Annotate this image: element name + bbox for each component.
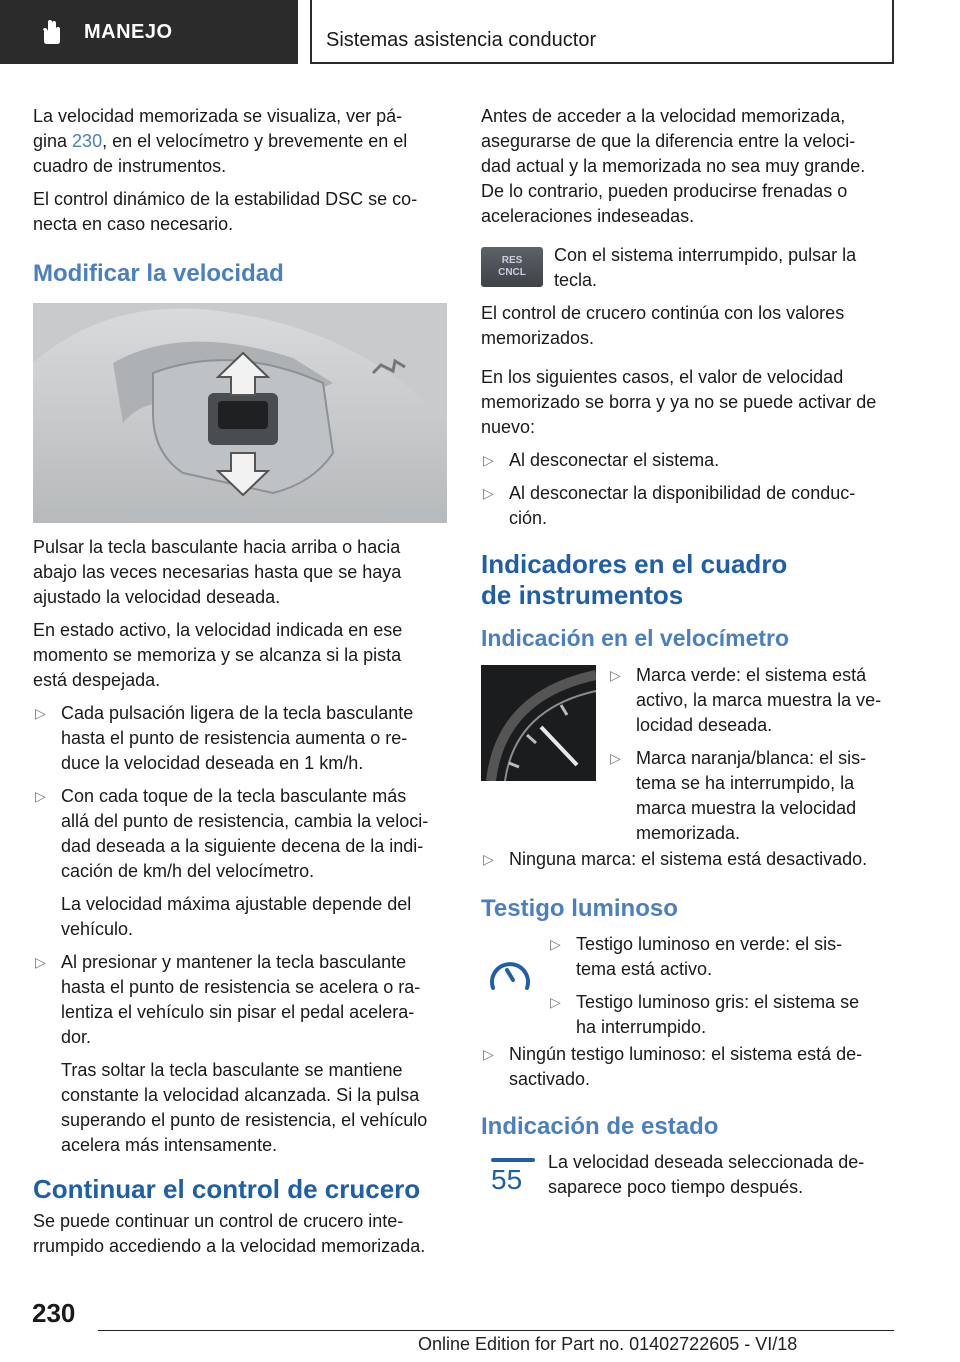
bullet-triangle-icon: ▷ bbox=[550, 936, 561, 952]
bullet-triangle-icon: ▷ bbox=[483, 1046, 494, 1062]
list-item: ▷ Al presionar y mantener la tecla basculante hasta el punto de resistencia se acelera o ra- lentiza el vehículo sin pisar el pedal acelera- dor. Tras soltar la tecla basculante se mantiene constante la velocidad alcanzada. Si la pulsa superando el punto de resistencia, el vehículo acelera más intensamente. bbox=[35, 952, 428, 1155]
bullet-triangle-icon: ▷ bbox=[610, 667, 621, 683]
list-item: ▷ Testigo luminoso gris: el sistema se ha interrumpido. bbox=[550, 992, 860, 1037]
status-speed-icon bbox=[491, 1158, 535, 1196]
section-title: MANEJO bbox=[84, 20, 173, 43]
section-tab bbox=[0, 0, 298, 64]
heading-status: Indicación de estado bbox=[481, 1113, 719, 1140]
heading-modify-speed: Modificar la velocidad bbox=[33, 260, 284, 287]
status-speed-number: 55 bbox=[491, 1164, 523, 1195]
status-section bbox=[481, 1152, 897, 1212]
paragraph: El control dinámico de la estabilidad DSC se co- necta en caso necesario. bbox=[33, 189, 418, 234]
bullet-triangle-icon: ▷ bbox=[610, 750, 621, 766]
list-item: ▷ Al desconectar la disponibilidad de conduc- ción. bbox=[483, 483, 856, 528]
heading-speedometer: Indicación en el velocímetro bbox=[481, 625, 790, 651]
res-cncl-instruction bbox=[481, 243, 897, 293]
bullet-triangle-icon: ▷ bbox=[35, 788, 46, 804]
paragraph: Antes de acceder a la velocidad memorizada, asegurarse de que la diferencia entre la veloci- dad actual y la memorizada no sea muy grande. De lo contrario, pueden producirse frenadas o aceleraciones indeseadas. bbox=[481, 106, 866, 226]
list-item: ▷ Ninguna marca: el sistema está desactivado. bbox=[481, 847, 897, 872]
page-number: 230 bbox=[32, 1298, 76, 1328]
list-item: ▷ Marca naranja/blanca: el sis- tema se ha interrumpido, la marca muestra la velocidad memorizada. bbox=[610, 748, 867, 843]
paragraph: La velocidad memorizada se visualiza, ver pá- gina 230, en el velocímetro y brevemente en el cuadro de instrumentos. bbox=[33, 106, 408, 176]
list-item: ▷ Cada pulsación ligera de la tecla basculante hasta el punto de resistencia aumenta o re- duce la velocidad deseada en 1 km/h. bbox=[35, 703, 414, 773]
bullet-triangle-icon: ▷ bbox=[35, 705, 46, 721]
indicator-lamp-section bbox=[481, 934, 897, 1038]
cruise-control-lamp-icon bbox=[485, 956, 535, 996]
edition-note: Online Edition for Part no. 01402722605 - VI/18 bbox=[418, 1334, 798, 1354]
steering-hand-icon bbox=[36, 17, 66, 47]
list-item: ▷ Al desconectar el sistema. bbox=[481, 448, 897, 473]
left-column bbox=[33, 104, 453, 1267]
bullet-triangle-icon: ▷ bbox=[483, 452, 494, 468]
heading-indicator-lamp: Testigo luminoso bbox=[481, 895, 678, 922]
heading-continue-cruise: Continuar el control de crucero bbox=[33, 1174, 421, 1204]
speedometer-mark-illustration bbox=[481, 665, 596, 781]
heading-indicators: Indicadores en el cuadro de instrumentos bbox=[481, 549, 788, 610]
paragraph: En los siguientes casos, el valor de velocidad memorizado se borra y ya no se puede activar de nuevo: bbox=[481, 367, 877, 437]
list-item: ▷ Testigo luminoso en verde: el sis- tema está activo. bbox=[550, 934, 843, 979]
bullet-triangle-icon: ▷ bbox=[483, 851, 494, 867]
list-item: ▷ Con cada toque de la tecla basculante más allá del punto de resistencia, cambia la veloci- dad deseada a la siguiente decena de la indi- cación de km/h del velocímetro. La velocidad máxima ajustable depende del vehículo. bbox=[35, 786, 429, 939]
right-column bbox=[481, 104, 897, 1212]
footer-rule bbox=[98, 1330, 894, 1331]
res-cncl-button-icon: RES CNCL bbox=[481, 247, 543, 287]
steering-wheel-rocker-illustration bbox=[33, 303, 447, 523]
paragraph: Con el sistema interrumpido, pulsar la tecla. bbox=[554, 245, 857, 290]
speedometer-section bbox=[481, 665, 897, 843]
list-item: ▷ Ningún testigo luminoso: el sistema está de- sactivado. bbox=[483, 1044, 863, 1089]
paragraph: La velocidad deseada seleccionada de- saparece poco tiempo después. bbox=[548, 1152, 865, 1197]
chapter-header bbox=[310, 0, 894, 64]
bullet-triangle-icon: ▷ bbox=[550, 994, 561, 1010]
page-link[interactable]: 230 bbox=[72, 131, 103, 151]
paragraph: Se puede continuar un control de crucero inte- rrumpido accediendo a la velocidad memorizada. bbox=[33, 1211, 426, 1256]
paragraph: Pulsar la tecla basculante hacia arriba o hacia abajo las veces necesarias hasta que se haya ajustado la velocidad deseada. bbox=[33, 537, 402, 607]
list-item: ▷ Marca verde: el sistema está activo, la marca muestra la ve- locidad deseada. bbox=[610, 665, 882, 735]
paragraph: El control de crucero continúa con los valores memorizados. bbox=[481, 303, 845, 348]
bullet-triangle-icon: ▷ bbox=[483, 485, 494, 501]
chapter-title: Sistemas asistencia conductor bbox=[326, 29, 597, 51]
bullet-triangle-icon: ▷ bbox=[35, 954, 46, 970]
paragraph: En estado activo, la velocidad indicada en ese momento se memoriza y se alcanza si la pista está despejada. bbox=[33, 620, 403, 690]
